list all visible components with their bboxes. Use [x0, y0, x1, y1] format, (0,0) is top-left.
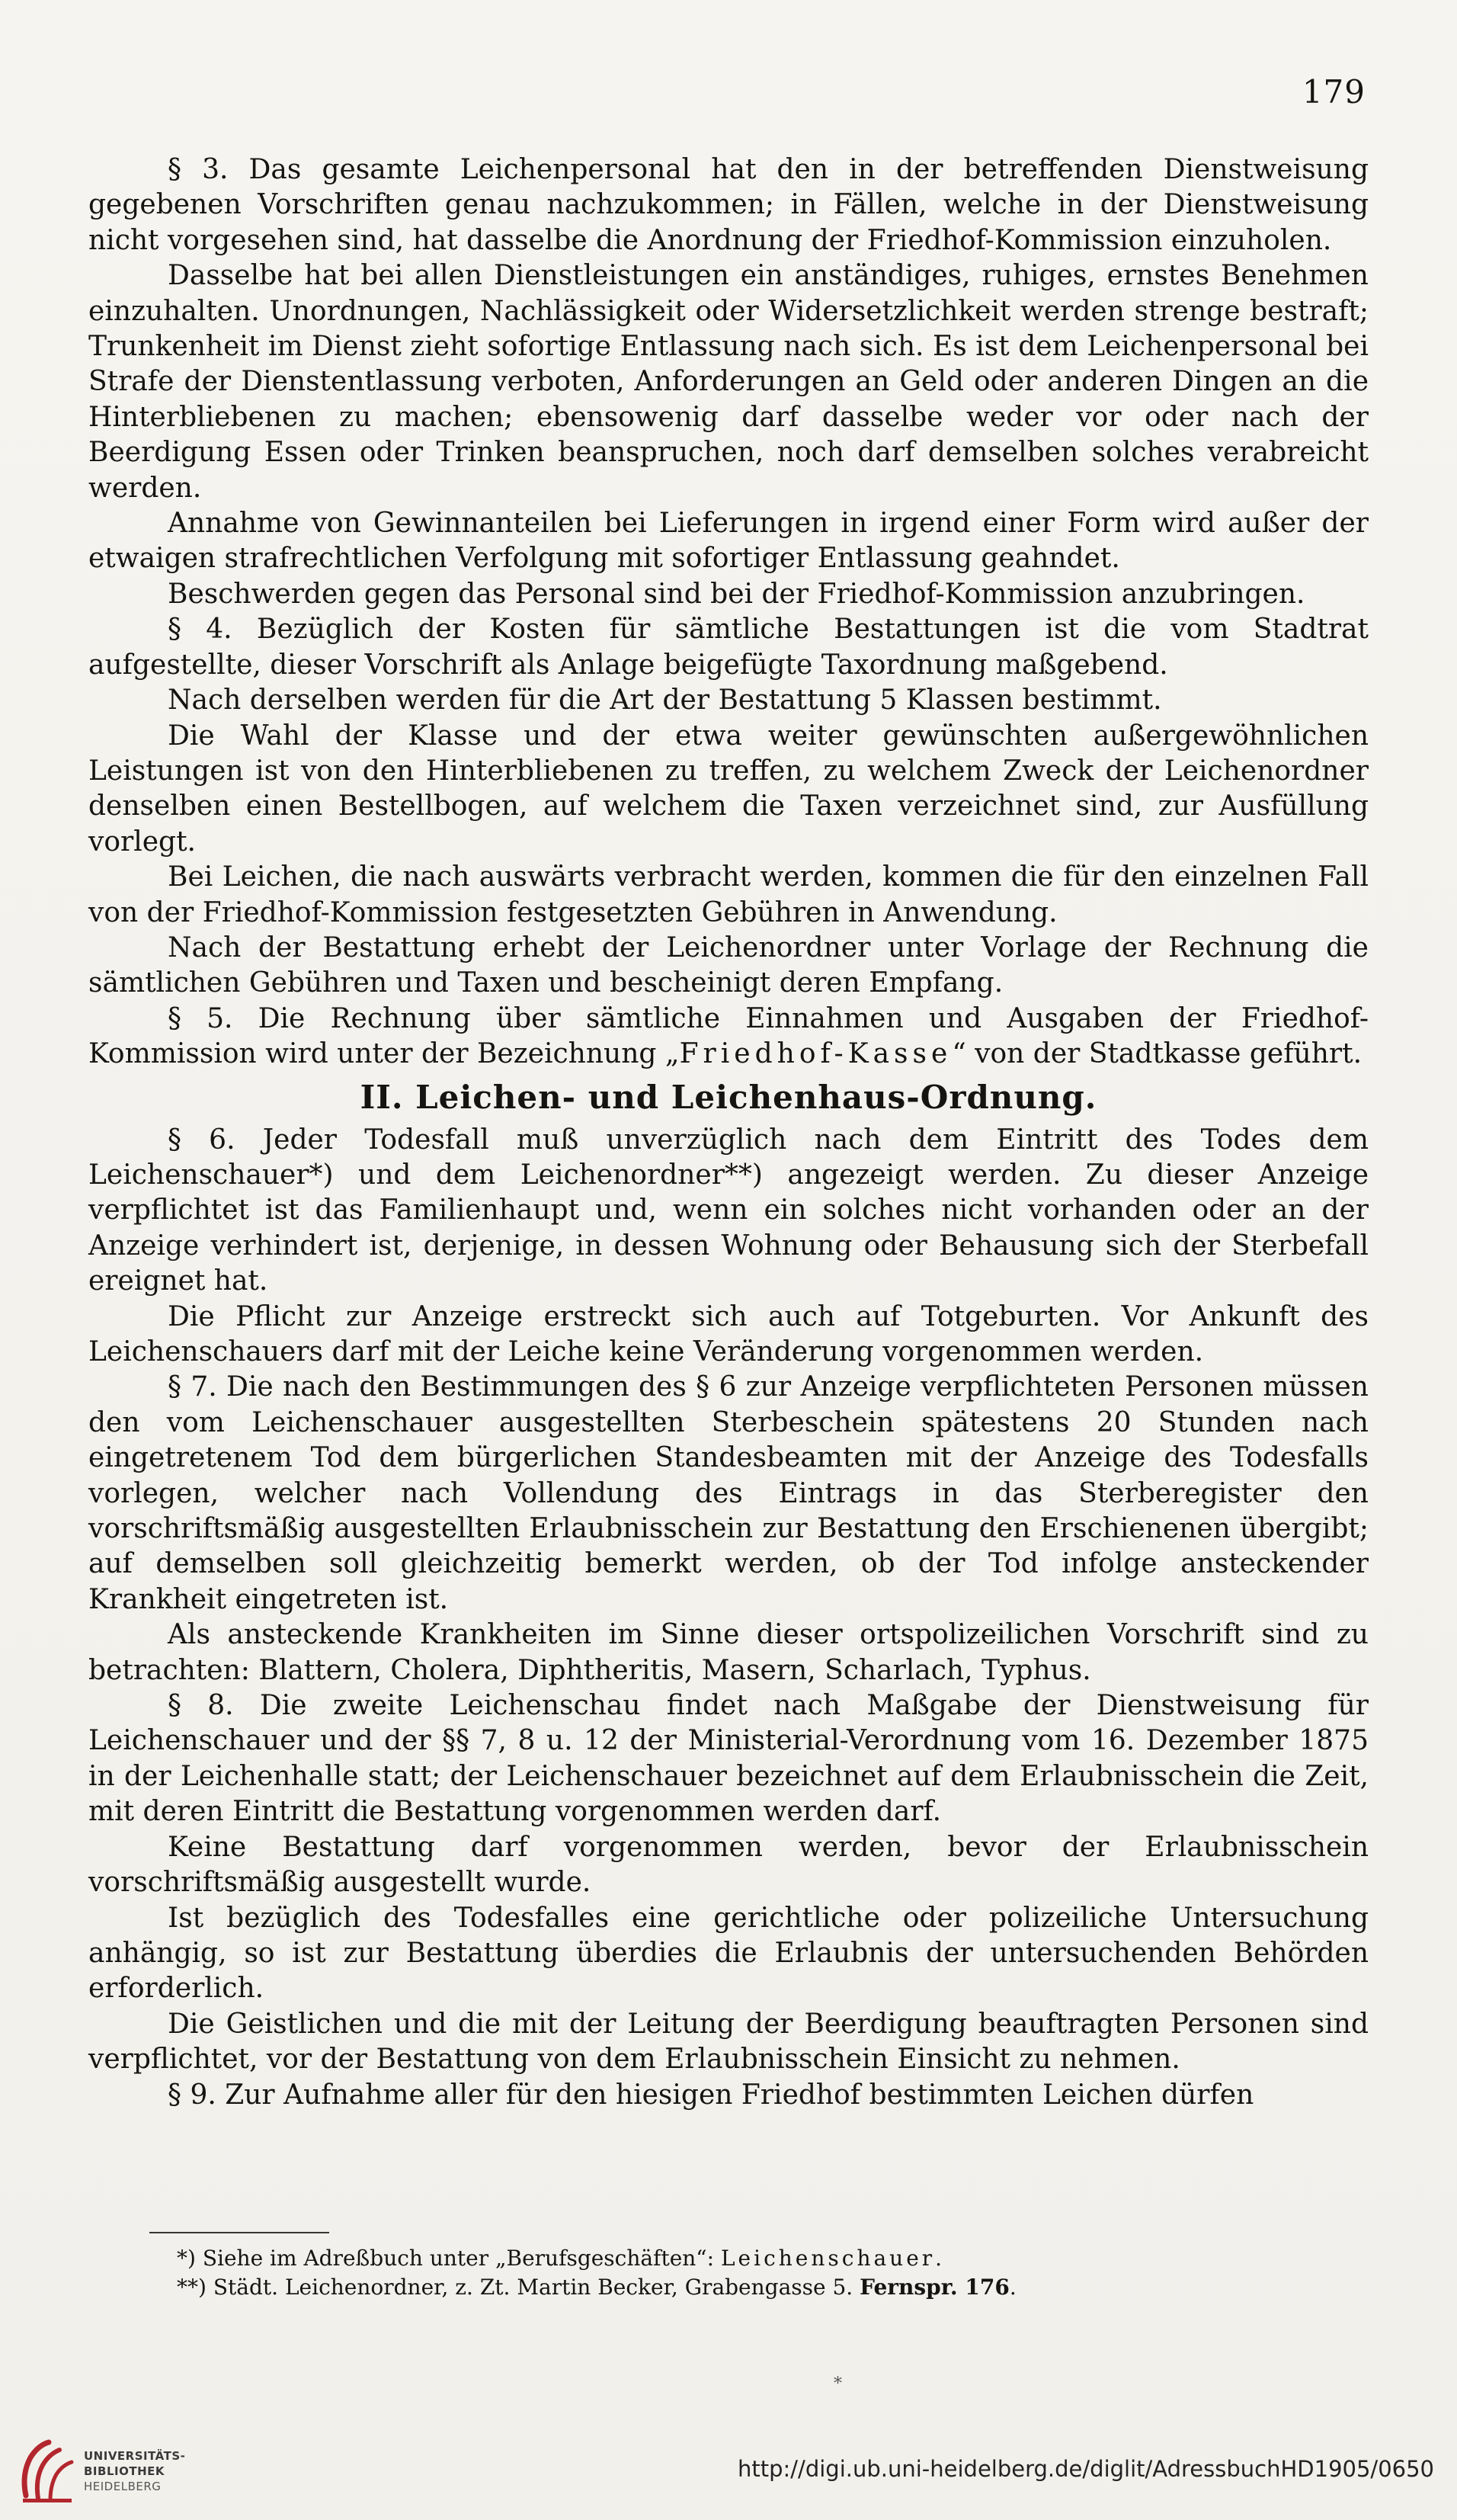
footnote-2-phone: Fernspr. 176 — [860, 2275, 1010, 2300]
paragraph-s3: § 3. Das gesamte Leichenpersonal hat den in der betreffenden Dienstweisung gegebenen Vorschriften genau nachzukommen; in Fällen, welche in der Dienstweisung nicht vorgesehen sind, hat dasselbe die Anordnung der Friedhof-Kommission einzuholen. — [88, 154, 1369, 256]
s5-text-before: § 5. Die Rechnung über sämtliche Einnahmen und Ausgaben der Friedhof-Kommission wird unter der Bezeichnung „ — [88, 1002, 1369, 1070]
paragraph-no-burial: Keine Bestattung darf vorgenommen werden, bevor der Erlaubnisschein vorschriftsmäßig ausgestellt wurde. — [88, 1831, 1369, 1899]
s5-spaced-term: Friedhof-Kasse — [679, 1038, 953, 1070]
footnote-1 — [177, 2244, 1320, 2273]
footer-bar — [0, 2424, 1457, 2520]
paragraph-profit-share: Annahme von Gewinnanteilen bei Lieferungen in irgend einer Form wird außer der etwaigen strafrechtlichen Verfolgung mit sofortiger Entlassung geahndet. — [88, 508, 1369, 575]
paragraph-stillbirths: Die Pflicht zur Anzeige erstreckt sich auch auf Totgeburten. Vor Ankunft des Leichenschauers darf mit der Leiche keine Veränderung vorgenommen werden. — [88, 1300, 1369, 1367]
paragraph-s8: § 8. Die zweite Leichenschau findet nach Maßgabe der Dienstweisung für Leichenschauer und der §§ 7, 8 u. 12 der Ministerial-Verordnung vom 16. Dezember 1875 in der Leichenhalle statt; der Leichenschauer bezeichnet auf dem Erlaubnisschein die Zeit, mit deren Eintritt die Bestattung vorgenommen werden darf. — [88, 1690, 1369, 1828]
footnotes — [177, 2244, 1320, 2302]
footnote-1-spaced: Leichenschauer — [720, 2246, 936, 2271]
paragraph-s7: § 7. Die nach den Bestimmungen des § 6 zur Anzeige verpflichteten Personen müssen den vom Leichenschauer ausgestellten Sterbeschein spätestens 20 Stunden nach eingetretenem Tod dem bürgerlichen Standesbeamten mit der Anzeige des Todesfalls vorlegen, welcher nach Vollendung des Eintrags in das Sterberegister den vorschriftsmäßig ausgestellten Erlaubnisschein zur Bestattung den Erschienenen übergibt; auf demselben soll gleichzeitig bemerkt werden, ob der Tod infolge ansteckender Krankheit eingetreten ist. — [88, 1371, 1369, 1615]
s5-text-after: “ von der Stadtkasse geführt. — [952, 1038, 1363, 1070]
source-url-link[interactable]: http://digi.ub.uni-heidelberg.de/diglit/AdressbuchHD1905/0650 — [737, 2456, 1434, 2482]
main-text — [88, 152, 1369, 2113]
footnote-rule — [149, 2232, 329, 2233]
footnote-1-text: Siehe im Adreßbuch unter „Berufsgeschäften“: — [202, 2246, 721, 2271]
footnote-2-text: Städt. Leichenordner, z. Zt. Martin Becker, Grabengasse 5. — [213, 2275, 860, 2300]
library-name-line1: UNIVERSITÄTS- — [84, 2449, 186, 2463]
paragraph-diseases: Als ansteckende Krankheiten im Sinne dieser ortspolizeilichen Vorschrift sind zu betrachten: Blattern, Cholera, Diphtheritis, Masern, Scharlach, Typhus. — [88, 1619, 1369, 1686]
library-name-line2: BIBLIOTHEK — [84, 2464, 165, 2478]
paragraph-classes: Nach derselben werden für die Art der Bestattung 5 Klassen bestimmt. — [168, 685, 1162, 717]
section-heading: II. Leichen- und Leichenhaus-Ordnung. — [360, 1078, 1097, 1116]
footnote-1-marker: *) — [177, 2246, 196, 2271]
paragraph-clergy: Die Geistlichen und die mit der Leitung der Beerdigung beauftragten Personen sind verpflichtet, vor der Bestattung von dem Erlaubnisschein Einsicht zu nehmen. — [88, 2008, 1369, 2076]
paragraph-choice: Die Wahl der Klasse und der etwa weiter gewünschten außergewöhnlichen Leistungen ist von den Hinterbliebenen zu treffen, zu welchem Zweck der Leichenordner denselben einen Bestellbogen, auf welchem die Taxen verzeichnet sind, zur Ausfüllung vorlegt. — [88, 720, 1369, 858]
footnote-1-end: . — [935, 2246, 943, 2271]
paragraph-complaints: Beschwerden gegen das Personal sind bei der Friedhof-Kommission anzubringen. — [168, 578, 1305, 610]
paragraph-s9: § 9. Zur Aufnahme aller für den hiesigen Friedhof bestimmten Leichen dürfen — [168, 2079, 1254, 2111]
footnote-2-marker: **) — [177, 2275, 207, 2300]
page-number: 179 — [1302, 73, 1366, 111]
paragraph-s5 — [88, 1002, 1369, 1072]
paragraph-s6: § 6. Jeder Todesfall muß unverzüglich nach dem Eintritt des Todes dem Leichenschauer*) und dem Leichenordner**) angezeigt werden. Zu dieser Anzeige verpflichtet ist das Familienhaupt und, wenn ein solches nicht vorhanden oder an der Anzeige verhindert ist, derjenige, in dessen Wohnung oder Behausung sich der Sterbefall ereignet hat. — [88, 1124, 1369, 1297]
library-seal-icon — [15, 2436, 78, 2506]
paragraph-invoice: Nach der Bestattung erhebt der Leichenordner unter Vorlage der Rechnung die sämtlichen Gebühren und Taxen und bescheinigt deren Empfang. — [88, 931, 1369, 999]
library-name-line3: HEIDELBERG — [84, 2480, 162, 2493]
footnote-2 — [177, 2273, 1320, 2302]
library-logo[interactable] — [15, 2433, 191, 2509]
print-mark: * — [834, 2374, 842, 2393]
paragraph-conduct: Dasselbe hat bei allen Dienstleistungen ein anständiges, ruhiges, ernstes Benehmen einzuhalten. Unordnungen, Nachlässigkeit oder Widersetzlichkeit werden strenge bestraft; Trunkenheit im Dienst zieht sofortige Entlassung nach sich. Es ist dem Leichenpersonal bei Strafe der Dienstentlassung verboten, Anforderungen an Geld oder anderen Dingen an die Hinterbliebenen zu machen; ebensowenig darf dasselbe weder vor oder nach der Beerdigung Essen oder Trinken beanspruchen, noch darf demselben solches verabreicht werden. — [88, 260, 1369, 504]
paragraph-s4: § 4. Bezüglich der Kosten für sämtliche Bestattungen ist die vom Stadtrat aufgestellte, dieser Vorschrift als Anlage beigefügte Taxordnung maßgebend. — [88, 614, 1369, 681]
footnote-2-end: . — [1009, 2275, 1017, 2300]
paragraph-investigation: Ist bezüglich des Todesfalles eine gerichtliche oder polizeiliche Untersuchung anhängig, so ist zur Bestattung überdies die Erlaubnis der untersuchenden Behörden erforderlich. — [88, 1902, 1369, 2005]
library-name — [84, 2448, 185, 2494]
paragraph-abroad: Bei Leichen, die nach auswärts verbracht werden, kommen die für den einzelnen Fall von der Friedhof-Kommission festgesetzten Gebühren in Anwendung. — [88, 861, 1369, 928]
